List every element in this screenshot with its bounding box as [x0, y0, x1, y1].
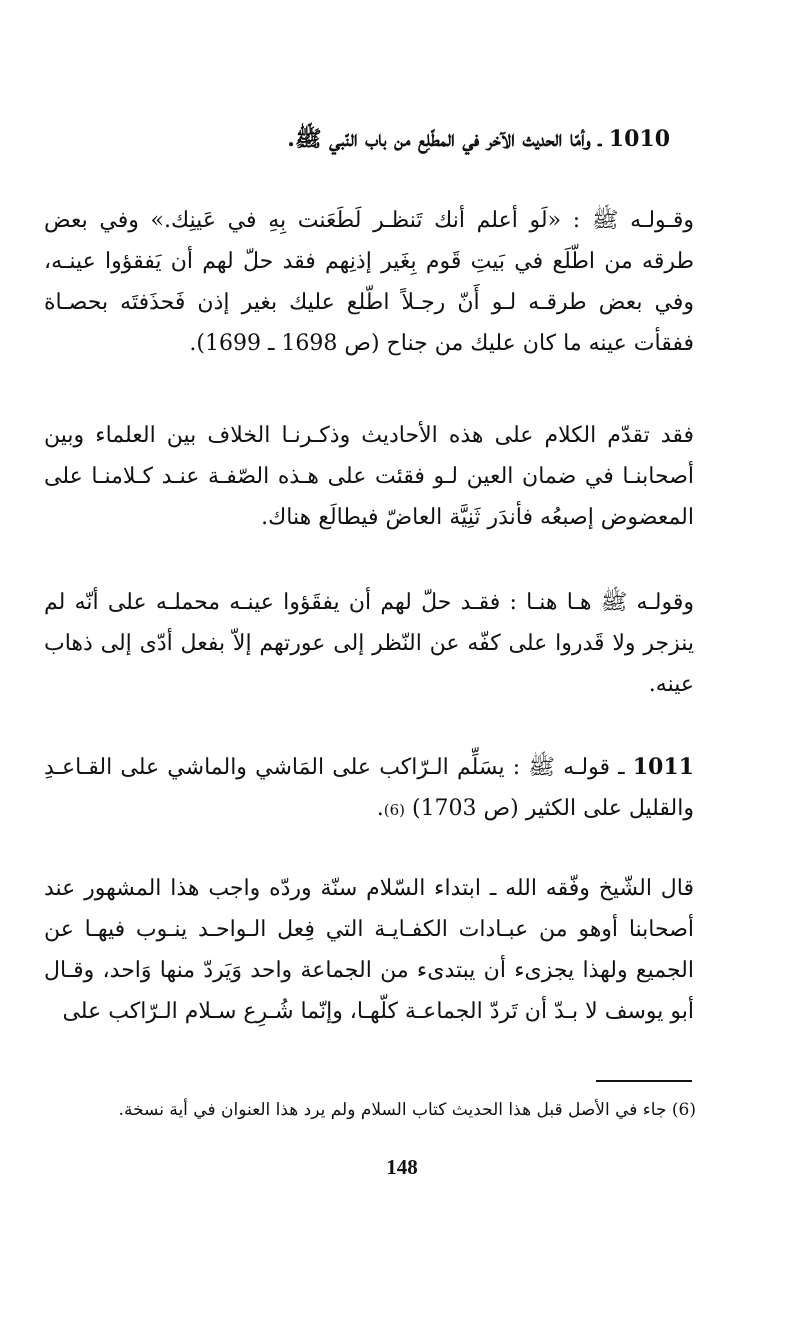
hadith-number: 1010: [608, 126, 670, 152]
hadith-1011-text: ـ قولـه ﷺ : يسَلِّم الـرّاكب على المَاشي والماشي على القـاعـدِ والقليل على الكثير (ص 1703): [44, 755, 694, 821]
sentence-end: .: [376, 796, 384, 821]
paragraph-commentary: فقد تقدّم الكلام على هذه الأحاديث وذكـرنـا الخلاف بين العلماء وبين أصحابنـا في ضمان العين لـو فقئت على هـذه الصّفـة عنـد كـلامنـا على المعضوض إصبعُه فأندَر ثَنِيَّة العاضّ فيطالَع هناك.: [44, 423, 694, 530]
section-heading-1010: [60, 118, 670, 160]
paragraph-explanation: وقولـه ﷺ هـا هنـا : فقـد حلّ لهم أن يفقَؤوا عينـه محملـه على أنّه لم ينزجر ولا قَدروا على كفّه عن النّظر إلى عورتهم إلاّ بفعل أدّى إلى ذهاب عينه.: [44, 590, 694, 697]
paragraph-sheikh-commentary: قال الشّيخ وفّقه الله ـ ابتداء السّلام سنّة وردّه واجب هذا المشهور عند أصحابنا أوهو من عبـادات الكفـايـة التي فِعل الـواحـد ينـوب فيهـا عن الجميع ولهذا يجزىء أن يبتدىء من الجماعة واحد وَيَردّ منها وَاحد، وقـال أبو يوسف لا بـدّ أن تَردّ الجماعـة كلّهـا، وإنّما شُـرِع سـلام الـرّاكب على: [44, 876, 694, 1024]
page-number: 148: [386, 1155, 418, 1179]
section-heading-1011: [44, 747, 694, 831]
footnote-separator: [596, 1080, 692, 1082]
footnote: (6) جاء في الأصل قبل هذا الحديث كتاب السلام ولم يرد هذا العنوان في أية نسخة.: [118, 1100, 696, 1120]
footnote-reference: (6): [383, 801, 405, 819]
heading-text: ـ وأمّا الحديث الآخر في المطّلِع من باب النّبي ﷺ.: [287, 126, 602, 152]
paragraph-hadith-text: وقـولـه ﷺ : «لَو أعلم أنك تَنظـر لَطَعَنت بِهِ في عَينِك.» وفي بعض طرقه من اطّلَع في بَيتِ قَوم بِغَير إذنِهم فقد حلّ لهم أن يَفقؤوا عينـه، وفي بعض طرقـه لـو أَنّ رجـلاً اطّلع عليك بغير إذن فَحذَفتَه بحصـاة ففقأت عينه ما كان عليك من جناح (ص 1698 ـ 1699).: [44, 208, 694, 356]
hadith-number: 1011: [632, 754, 694, 780]
